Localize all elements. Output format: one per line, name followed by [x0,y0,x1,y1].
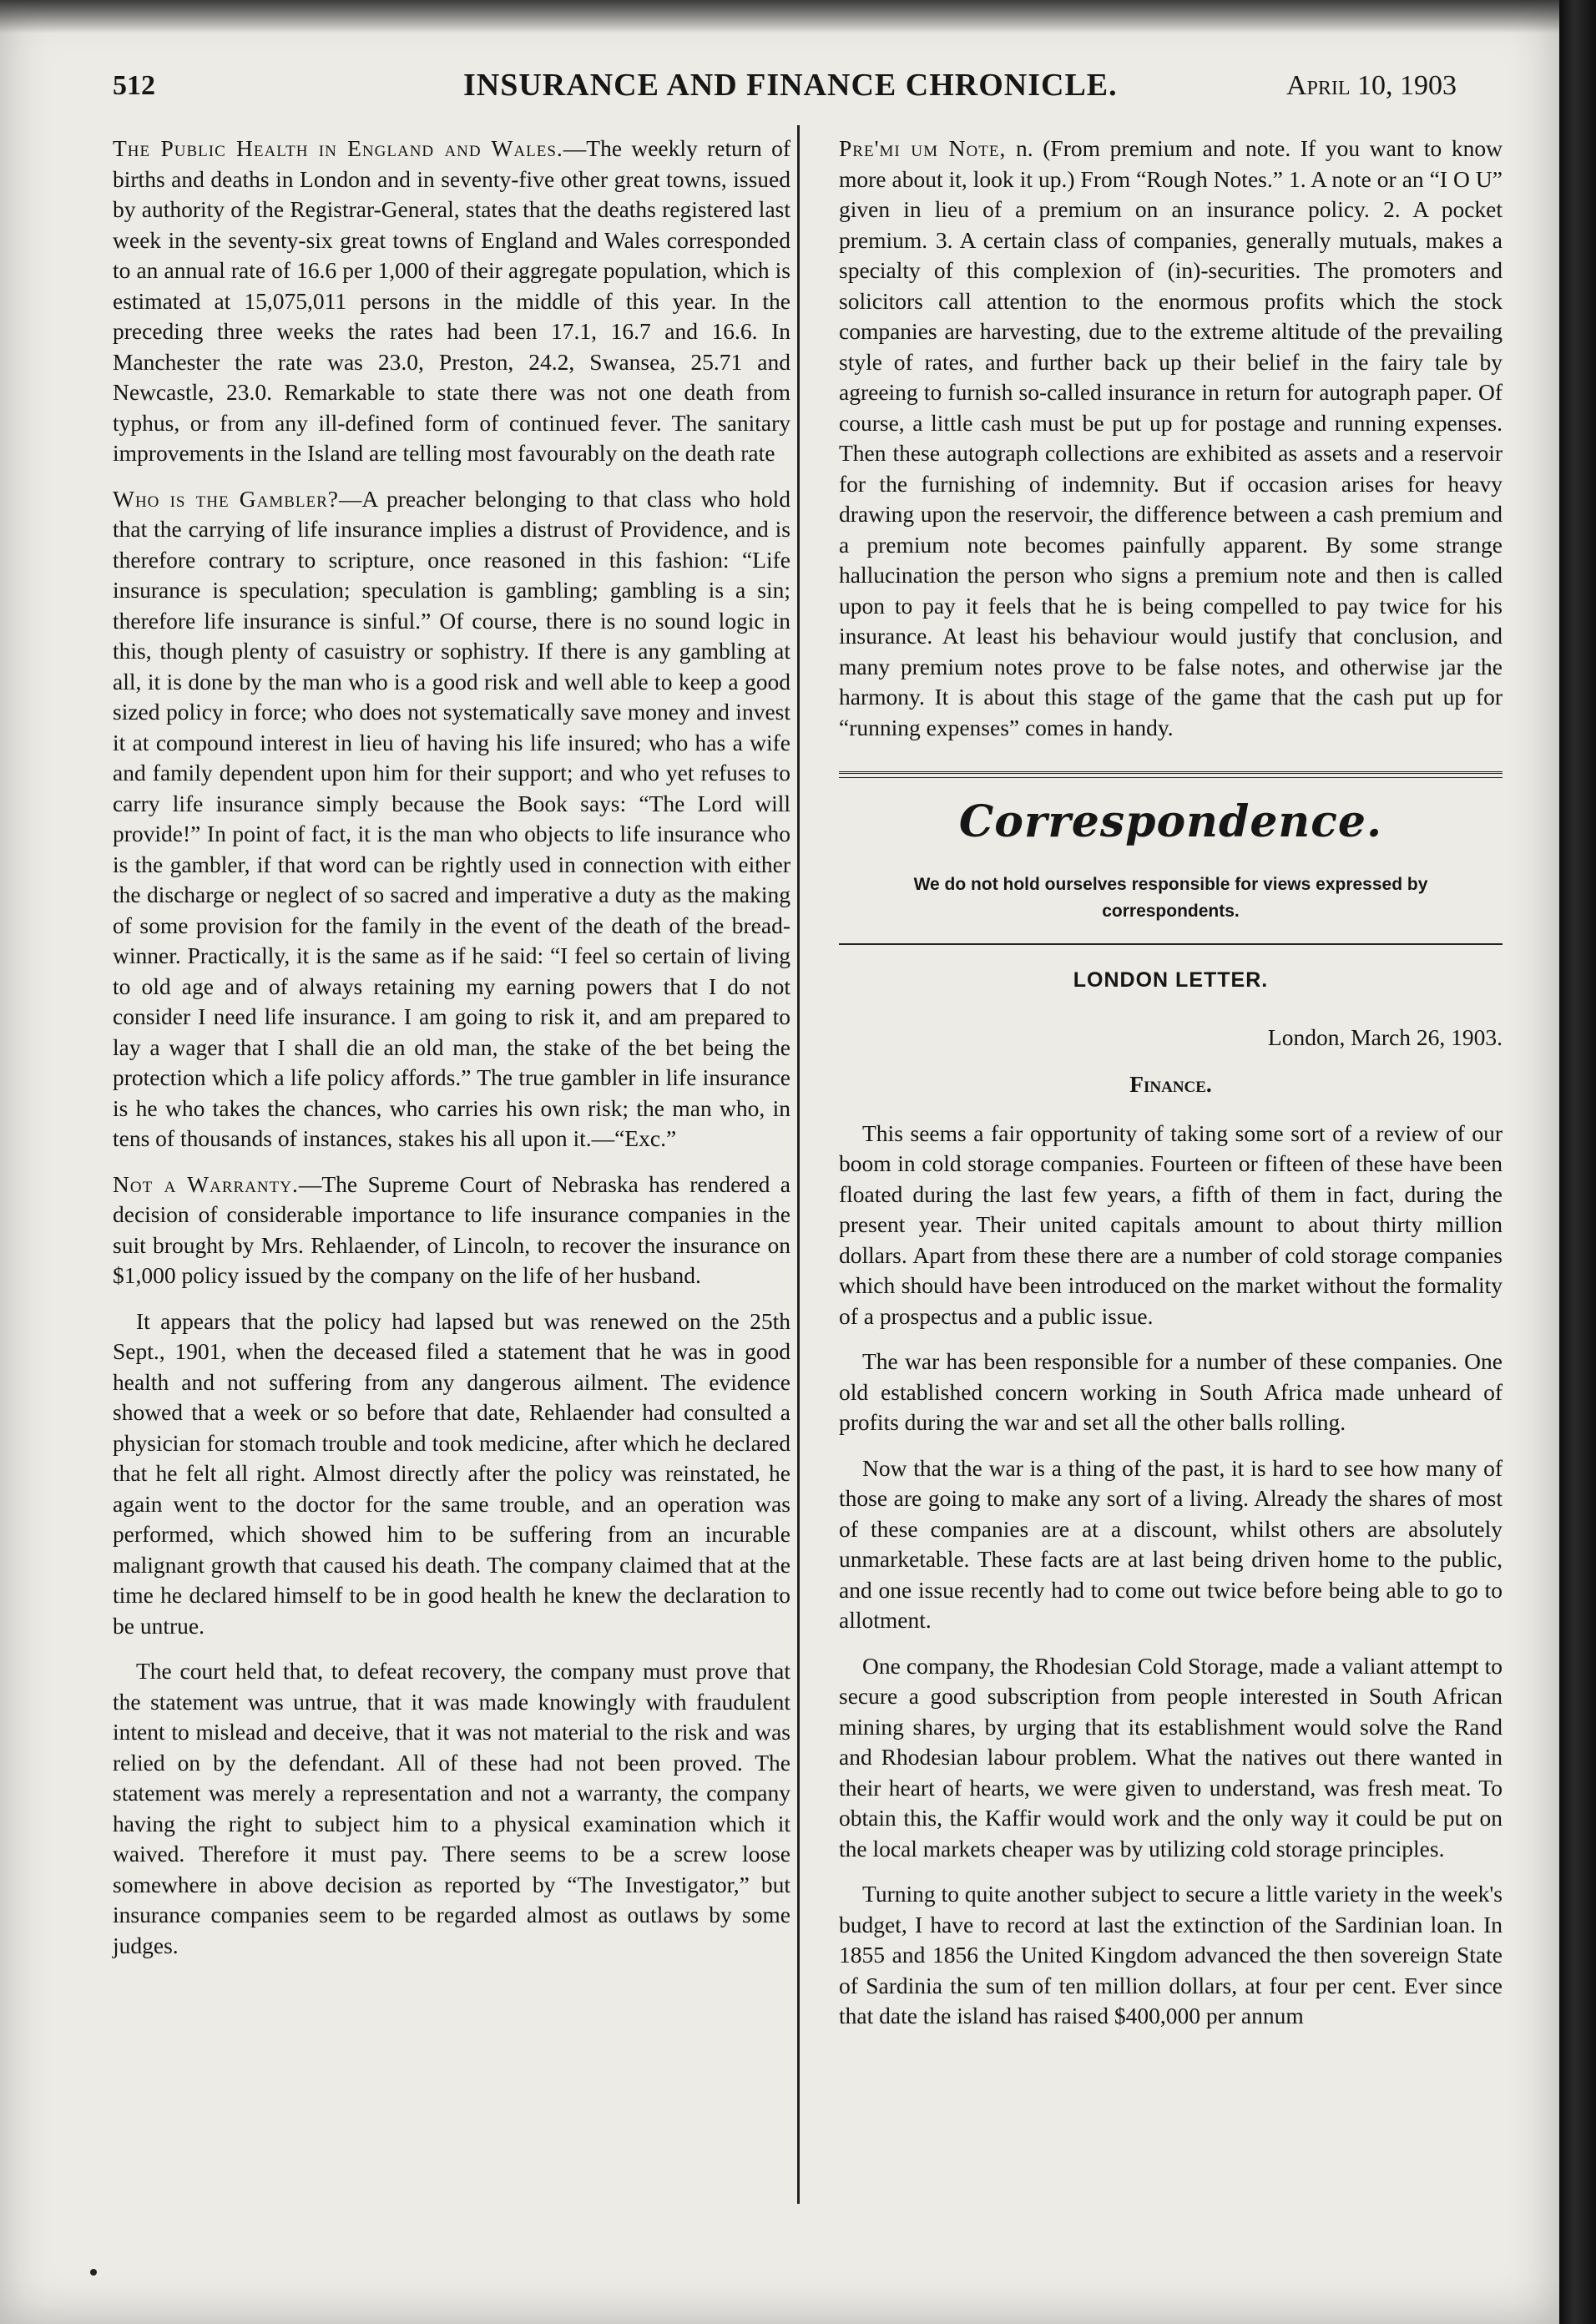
issue-date: April 10, 1903 [1285,70,1457,101]
article-public-health [113,134,790,469]
article-heading: The Public Health in England and Wales. [113,135,563,161]
ink-mark [90,2269,97,2276]
paragraph: This seems a fair opportunity of taking some sort of a review of our boom in cold storage companies. Fourteen or fifteen of these have been floated during the last few years, a fifth of them in fact, during the present year. Their united capitals amount to about thirty million dollars. Apart from these there are a number of cold storage companies which should have been introduced on the market without the formality of a prospectus and a public issue. [839,1119,1503,1329]
left-column [113,134,790,1976]
section-rule [839,943,1503,945]
article-gambler [113,484,790,1154]
paragraph: It appears that the policy had lapsed but was renewed on the 25th Sept., 1901, when the deceased filed a statement that he was in good health and not suffering from any dangerous ailment. The evidence showed that a week or so before that date, Rehlaender had consulted a physician for stomach trouble and took medicine, after which he declared that he felt all right. Almost directly after the policy was reinstated, he again went to the doctor for the same trouble, and an operation was performed, which showed him to be suffering from an incurable malignant growth that caused his death. The company claimed that at the time he declared himself to be in good health he knew the declaration to be untrue. [113,1307,790,1639]
column-divider [797,125,800,2204]
paragraph: Now that the war is a thing of the past, it is hard to see how many of those are going to make any sort of a living. Already the shares of most of these companies are at a discount, whilst others are absolutely unmarketable. These facts are at last being driven home to the public, and one issue recently had to come out twice before being able to go to allotment. [839,1454,1503,1633]
article-body: —A preacher belonging to that class who hold that the carrying of life insurance implies a distrust of Providence, and is therefore contrary to scripture, once reasoned in this fashion: “Life insurance is speculation; speculation is gambling; gambling is a sin; therefore life insurance is sinful.” Of course, there is no sound logic in this, though plenty of casuistry or sophistry. If there is any gambling at all, it is done by the man who is a good risk and well able to keep a good sized policy in force; who does not systematically save money and invest it at compound interest in lieu of having his life insured; who has a wife and family dependent upon him for their support; and who yet refuses to carry life insurance simply because the Book says: “The Lord will provide!” In point of fact, it is the man who objects to life insurance who is the gambler, if that word can be rightly used in connection with either the discharge or neglect of so sacred and imperative a duty as the making of some provision for the family in the event of the death of the bread-winner. Practically, it is the same as if he said: “I feel so certain of living to old age and of always retaining my earning powers that I do not consider I need life insurance. I am going to risk it, and am prepared to lay a wager that I shall die an old man, the stake of the bet being the protection which a life policy affords.” The true gambler in life insurance is he who takes the chances, who carries his own risk; the man who, in tens of thousands of instances, stakes his all upon it.—“Exc.” [113,485,790,1151]
article-heading: Pre'mi um Note, [839,135,1007,161]
article-warranty [113,1170,790,1291]
paragraph: The war has been responsible for a number of these companies. One old established concern working in South Africa made unheard of profits during the war and set all the other balls rolling. [839,1348,1503,1435]
paragraph: Turning to quite another subject to secure a little variety in the week's budget, I have to record at last the extinction of the Sardinian loan. In 1855 and 1856 the United Kingdom advanced the then sovereign State of Sardinia the sum of ten million dollars, at four per cent. Ever since that date the island has raised $400,000 per annum [839,1881,1503,2028]
letter-title: LONDON LETTER. [1073,968,1269,992]
article-body: n. (From premium and note. If you want to know more about it, look it up.) From “Rough Notes.” 1. A note or an “I O U” given in lieu of a premium on an insurance policy. 2. A pocket premium. 3. A certain class of companies, generally mutuals, makes a specialty of this complexion of (in)-securities. The promoters and solicitors call attention to the enormous profits which the stock companies are harvesting, due to the extreme altitude of the prevailing style of rates, and further back up their belief in the fairy tale by agreeing to furnish so-called insurance in return for autograph paper. Of course, a little cash must be put up for postage and running expenses. Then these autograph collections are exhibited as assets and a reservoir for the furnishing of indemnity. But if occasion arises for heavy drawing upon the reservoir, the difference between a cash premium and a premium note becomes painfully apparent. By some strange hallucination the person who signs a premium note and then is called upon to pay it feels that he is being compelled to pay twice for his insurance. At least his behaviour would justify that conclusion, and many premium notes prove to be false notes, and otherwise jar the harmony. It is about this stage of the game that the cash put up for “running expenses” comes in handy. [839,135,1503,740]
article-premium-note [839,134,1503,743]
article-body: —The Supreme Court of Nebraska has rendered a decision of considerable importance to life insurance companies in the suit brought by Mrs. Rehlaender, of Lincoln, to recover the insurance on $1,000 policy issued by the company on the life of her husband. [113,1170,790,1288]
article-heading: Who is the Gambler? [113,485,339,512]
running-header [113,67,1457,117]
correspondence-heading: Correspondence. [958,796,1383,847]
dateline: London, March 26, 1903. [1267,1023,1503,1050]
subheading: Finance. [1129,1071,1212,1097]
scan-edge [1559,0,1596,2324]
page-number: 512 [113,70,155,101]
right-column [839,134,1503,2047]
section-rule [839,771,1503,778]
paragraph: One company, the Rhodesian Cold Storage, made a valiant attempt to secure a good subscription from people interested in South African mining shares, by urging that its establishment would solve the Rand and Rhodesian labour problem. What the natives out there wanted in their heart of hearts, we were given to understand, was fresh meat. To obtain this, the Kaffir would work and the only way it could be put on the local markets cheaper was by utilizing cold storage principles. [839,1652,1503,1862]
article-body: —The weekly return of births and deaths in London and in seventy-five other great towns, issued by authority of the Registrar-General, states that the deaths registered last week in the seventy-six great towns of England and Wales corresponded to an annual rate of 16.6 per 1,000 of their aggregate population, which is estimated at 15,075,011 persons in the middle of this year. In the preceding three weeks the rates had been 17.1, 16.7 and 16.6. In Manchester the rate was 23.0, Preston, 24.2, Swansea, 25.71 and Newcastle, 23.0. Remarkable to state there was not one death from typhus, or from any ill-defined form of continued fever. The sanitary improvements in the Island are telling most favourably on the death rate [113,135,790,466]
scan-shadow [0,0,1559,33]
disclaimer: We do not hold ourselves responsible for views expressed by correspondents. [913,875,1428,921]
journal-title: INSURANCE AND FINANCE CHRONICLE. [463,68,1118,103]
paragraph: The court held that, to defeat recovery, the company must prove that the statement was untrue, that it was made knowingly with fraudulent intent to mislead and deceive, that it was not material to the risk and was relied on by the defendant. All of these had not been proved. The statement was merely a representation and not a warranty, the company having the right to subject him to a physical examination which it waived. Therefore it must pay. There seems to be a screw loose somewhere in above decision as reported by “The Investigator,” but insurance companies seem to be regarded almost as outlaws by some judges. [113,1658,790,1958]
article-heading: Not a Warranty. [113,1170,299,1197]
